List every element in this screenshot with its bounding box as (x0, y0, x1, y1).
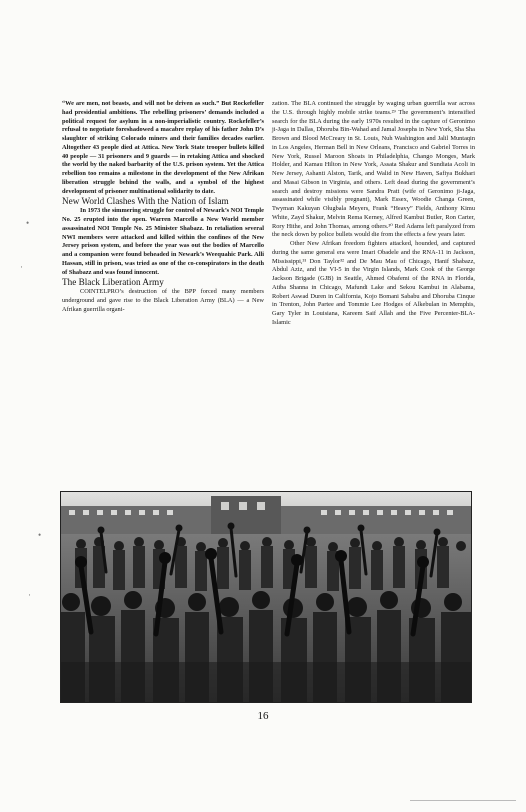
attica-yard-photo (60, 491, 472, 703)
scan-speck: · (28, 590, 31, 600)
scan-speck: · (20, 262, 23, 272)
scan-speck: • (26, 218, 30, 228)
section-heading-bla: The Black Liberation Army (62, 277, 164, 288)
crowd-photo-graphic (61, 492, 471, 702)
page-number: 16 (257, 710, 269, 722)
left-column (62, 100, 264, 315)
bla-capture-paragraph: zation. The BLA continued the struggle by waging urban guerrilla war across the U.S. through highly mobile strike teams.²⁹ The government’s intensified search for the BLA during the early 1970s resulted in the capture of Geronimo ji-Jaga in Dallas, Dhoruba Bin-Wahad and Jamal Josephs in New York, Sha Sha Brown and Blood McCreary in St. Louis, Nuh Washington and Jalil Muntaqin in Los Angeles, Herman Bell in New Orleans, Francisco and Gabriel Torres in New York, Russel Maroon Shoats in Philadelphia, Chango Monges, Mark Holder, and Kamau Hilton in New York, Assata Shakur and Sundiata Acoli in New Jersey, Ashanti Alston, Tarik, and Walid in New Haven, Safiya Bukhari and Masai Gibson in Virginia, and others. Left dead during the government’s search and destroy missions were Sandra Pratt (wife of Geronimo ji-Jaga, assassinated while visibly pregnant), Mark Essex, Woodie Changa Green, Twyman Kakuyan Olugbala Meyers, Frank “Heavy” Fields, Anthony Kimu White, Zayd Shakur, Melvin Rema Kerney, Alfred Kambui Butler, Ron Carter, Rory Hithe, and John Thomas, among others.³⁰ Red Adams left paralyzed from the neck down by police bullets would die from the effects a few years later. (272, 100, 475, 239)
scan-edge-line (410, 800, 516, 801)
bla-intro-paragraph: COINTELPRO’s destruction of the BPP forced many members underground and gave rise to the Black Liberation Army (BLA) — a New Afrikan guerrilla organi- (62, 288, 264, 313)
nation-of-islam-paragraph: In 1973 the simmering struggle for control of Newark’s NOI Temple No. 25 erupted into the open. Warren Marcello a New World member assassinated NOI Temple No. 25 Minister Shabazz. In retaliation several NWI members were attacked and killed within the confines of the New Jersey prison system, and before the year was out the bodies of Marcello and a companion were found beheaded in Newark’s Weequahic Park. Alli Hassan, still in prison, was tried as one of the co-conspirators in the death of Shabazz and was found innocent. (62, 207, 264, 276)
scan-speck: • (38, 530, 42, 540)
freedom-fighters-paragraph: Other New Afrikan freedom fighters attacked, hounded, and captured during the same general era were Imari Obadele and the RNA-11 in Jackson, Mississippi,³¹ Don Taylor³² and De Mau Mau of Chicago, Hanif Shabazz, Abdul Aziz, and the VI-5 in the Virgin Islands, Mark Cook of the George Jackson Brigade (GJB) in Seattle, Ahmed Obafemi of the RNA in Florida, Atiba Shanna in Chicago, Mafundi Lake and Sekou Kambui in Alabama, Robert Aswad Duren in California, Kojo Bomani Sababu and Dhoruba Cinque in Trenton, John Partee and Tommie Lee Hodges of Alkebulan in Memphis, Gary Tyler in Louisiana, Kareem Saif Allah and the Five Percenter-BLA-Islamic (272, 240, 475, 326)
right-column (272, 100, 475, 328)
attica-paragraph: “We are men, not beasts, and will not be driven as such.” But Rockefeller had presidential ambitions. The rebelling prisoners’ demands included a political request for asylum in a non-imperialistic country. Rockefeller’s refusal to negotiate foreshadowed a macabre replay of his father John D’s slaughter of striking Colorado miners and their families decades earlier. Altogether 43 people died at Attica. New York State trooper bullets killed 40 people — 31 prisoners and 9 guards — in retaking Attica and shocked the world by the naked barbarity of the U.S. prison system. Yet the Attica rebellion too remains a milestone in the development of the New Afrikan liberation struggle behind the walls, and a symbol of the highest development of prisoner multinational solidarity to date. (62, 100, 264, 195)
section-heading-new-world: New World Clashes With the Nation of Islam (62, 196, 229, 207)
